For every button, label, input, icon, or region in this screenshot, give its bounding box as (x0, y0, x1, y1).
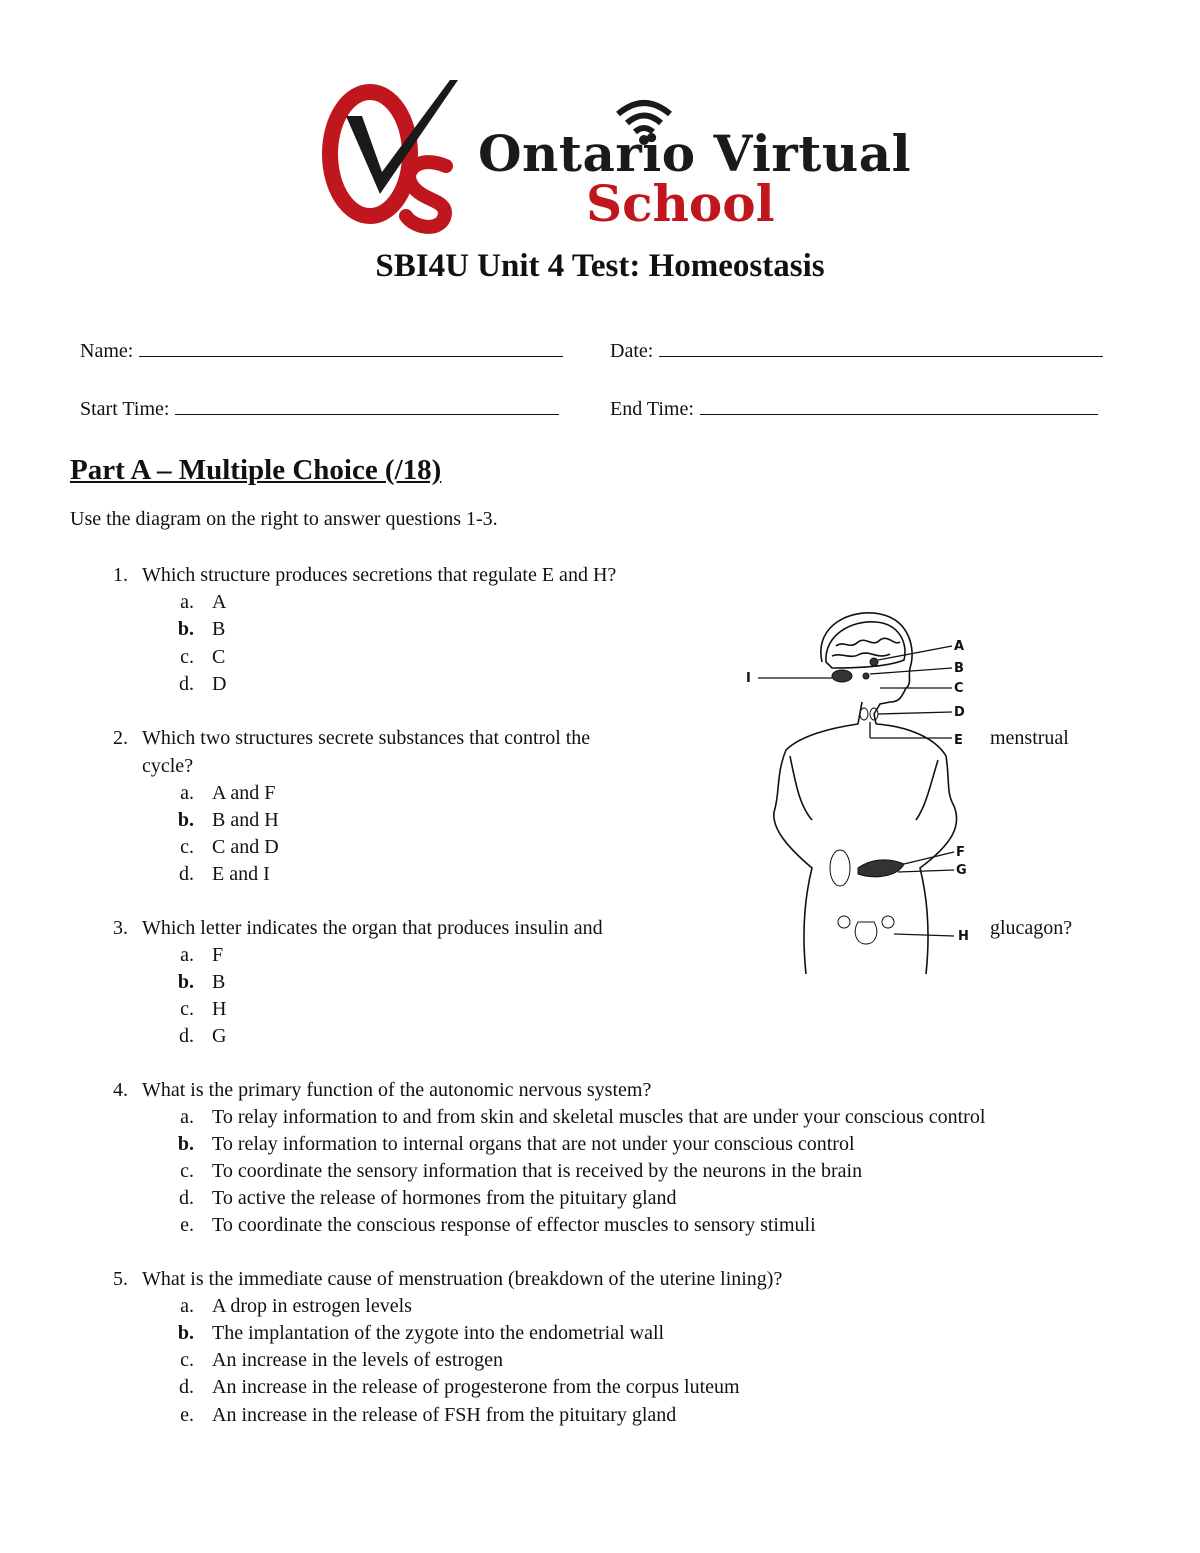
option-text: To active the release of hormones from the pituitary gland (212, 1187, 677, 1209)
option-text: C and D (212, 836, 279, 858)
option-text: E and I (212, 863, 270, 885)
gland-h (855, 922, 877, 944)
diagram-label-h: H (958, 929, 969, 944)
option-text: To relay information to and from skin and skeletal muscles that are under your conscious control (212, 1106, 986, 1128)
question-number: 5. (113, 1268, 128, 1290)
start-time-field[interactable] (80, 398, 559, 421)
option-letter: d. (179, 1187, 194, 1209)
option-text: To coordinate the conscious response of effector muscles to sensory stimuli (212, 1214, 816, 1236)
diagram-label-c: C (954, 681, 964, 696)
diagram-label-b: B (954, 661, 964, 676)
head-outline (821, 613, 912, 714)
option-letter: c. (180, 1349, 194, 1371)
option-text: D (212, 673, 227, 695)
option-text: To coordinate the sensory information that is received by the neurons in the brain (212, 1160, 863, 1182)
gland-g (830, 850, 850, 886)
option-text: C (212, 646, 226, 668)
question-text: Which structure produces secretions that regulate E and H? (142, 564, 617, 586)
diagram-label-e: E (954, 733, 963, 748)
option-letter: a. (180, 591, 194, 613)
end-time-label: End Time: (610, 398, 694, 420)
option-letter: b. (177, 809, 194, 831)
name-blank[interactable] (139, 355, 563, 357)
option-letter: b. (177, 971, 194, 993)
question-number: 2. (113, 727, 128, 749)
option-text: H (212, 998, 227, 1020)
diagram-label-d: D (954, 705, 965, 720)
option-letter: e. (180, 1404, 194, 1426)
option-text: A and F (212, 782, 276, 804)
gland-a (870, 658, 878, 666)
option-text: The implantation of the zygote into the endometrial wall (212, 1322, 665, 1344)
gland-f (858, 860, 904, 877)
torso-left (774, 724, 858, 974)
part-a-heading: Part A – Multiple Choice (/18) (70, 454, 442, 486)
option-text: G (212, 1025, 227, 1047)
option-letter: a. (180, 944, 194, 966)
diagram-label-i: I (746, 671, 751, 686)
option-letter: c. (180, 998, 194, 1020)
diagram-label-a: A (954, 639, 965, 654)
ovs-monogram-icon (318, 76, 478, 236)
option-letter: c. (180, 1160, 194, 1182)
option-text: A (212, 591, 227, 613)
gland-d (860, 708, 868, 720)
question-2-text-end: menstrual (990, 727, 1069, 749)
option-letter: a. (180, 1295, 194, 1317)
school-logo (318, 76, 912, 236)
option-letter: b. (177, 1322, 194, 1344)
diagram-label-f: F (956, 845, 965, 860)
option-letter: d. (179, 1025, 194, 1047)
option-text: An increase in the release of progesterone from the corpus luteum (212, 1376, 740, 1398)
end-time-field[interactable] (610, 398, 1098, 421)
option-letter: d. (179, 673, 194, 695)
start-time-blank[interactable] (175, 413, 559, 415)
option-letter: e. (180, 1214, 194, 1236)
option-text: F (212, 944, 224, 966)
option-text: An increase in the levels of estrogen (212, 1349, 504, 1371)
torso-right (876, 724, 957, 974)
option-text: B and H (212, 809, 279, 831)
endocrine-system-diagram (740, 606, 980, 978)
date-field[interactable] (610, 340, 1103, 363)
question-text: What is the immediate cause of menstruation (breakdown of the uterine lining)? (142, 1268, 783, 1290)
logo-line2: School (586, 174, 775, 233)
part-a-intro: Use the diagram on the right to answer questions 1-3. (70, 508, 498, 530)
question-text: Which two structures secrete substances that control the (142, 727, 591, 749)
name-field[interactable] (80, 340, 563, 363)
end-time-blank[interactable] (700, 413, 1098, 415)
question-3-text-end: glucagon? (990, 917, 1073, 939)
option-text: B (212, 971, 226, 993)
start-time-label: Start Time: (80, 398, 170, 420)
logo-line1: Ontario Virtual (478, 124, 912, 183)
question-text: What is the primary function of the autonomic nervous system? (142, 1079, 652, 1101)
option-letter: c. (180, 836, 194, 858)
option-text: To relay information to internal organs that are not under your conscious control (212, 1133, 855, 1155)
option-letter: d. (179, 1376, 194, 1398)
question-text: Which letter indicates the organ that produces insulin and (142, 917, 603, 939)
option-text: A drop in estrogen levels (212, 1295, 412, 1317)
option-letter: b. (177, 1133, 194, 1155)
option-letter: d. (179, 863, 194, 885)
date-label: Date: (610, 340, 654, 362)
option-letter: a. (180, 1106, 194, 1128)
question-number: 4. (113, 1079, 128, 1101)
diagram-label-g: G (956, 863, 967, 878)
option-text: An increase in the release of FSH from the pituitary gland (212, 1404, 677, 1426)
gland-b (863, 673, 869, 679)
question-number: 1. (113, 564, 128, 586)
gland-i (832, 670, 852, 682)
option-letter: a. (180, 782, 194, 804)
option-letter: c. (180, 646, 194, 668)
date-blank[interactable] (659, 355, 1103, 357)
question-text-cont: cycle? (142, 755, 194, 777)
option-letter: b. (177, 618, 194, 640)
option-text: B (212, 618, 226, 640)
page-title: SBI4U Unit 4 Test: Homeostasis (375, 248, 825, 284)
question-number: 3. (113, 917, 128, 939)
name-label: Name: (80, 340, 134, 362)
